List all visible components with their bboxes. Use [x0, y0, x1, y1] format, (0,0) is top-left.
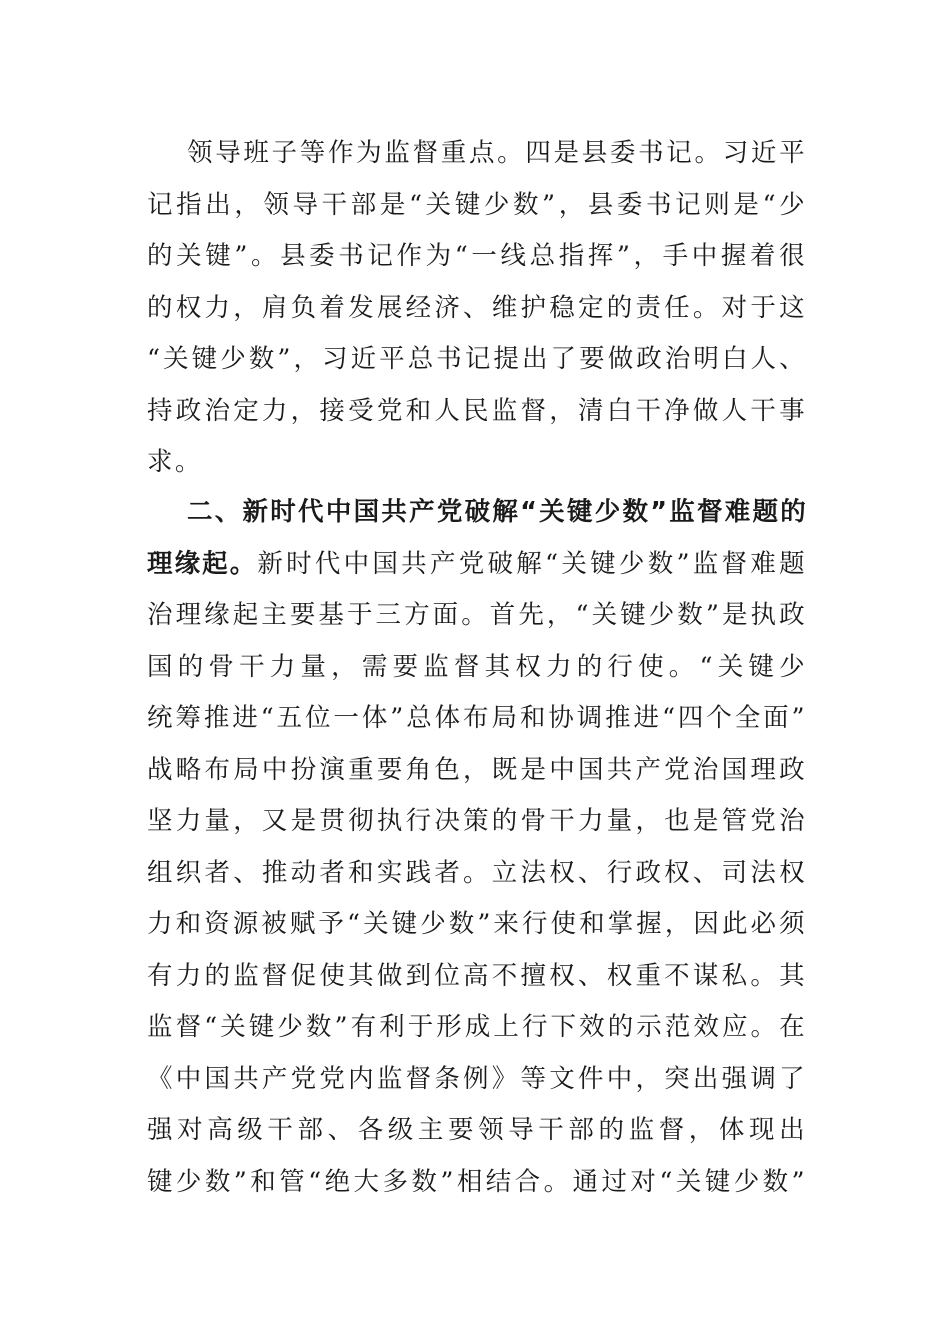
section-heading-end: 理缘起。	[147, 548, 258, 579]
paragraph-line-rest: 新时代中国共产党破解“关键少数”监督难题	[257, 548, 807, 579]
paragraph-line: 的关键”。县委书记作为“一线总指挥”，手中握着很	[147, 241, 807, 271]
paragraph-line: 持政治定力，接受党和人民监督，清白干净做人干事	[147, 395, 807, 426]
paragraph-line: 记指出，领导干部是“关键少数”，县委书记则是“少	[147, 189, 807, 220]
paragraph-line: 《中国共产党党内监督条例》等文件中，突出强调了	[147, 1063, 807, 1094]
paragraph-line: 力和资源被赋予“关键少数”来行使和掌握，因此必须	[147, 909, 807, 939]
paragraph-line: 统筹推进“五位一体”总体布局和协调推进“四个全面”	[147, 703, 807, 733]
paragraph-line: “关键少数”，习近平总书记提出了要做政治明白人、	[147, 344, 807, 374]
paragraph-line: 强对高级干部、各级主要领导干部的监督，体现出	[147, 1115, 807, 1145]
paragraph-line: 键少数”和管“绝大多数”相结合。通过对“关键少数”	[147, 1166, 807, 1197]
paragraph-line: 有力的监督促使其做到位高不擅权、权重不谋私。其	[147, 960, 807, 991]
paragraph-line: 战略布局中扮演重要角色，既是中国共产党治国理政	[147, 754, 807, 785]
section-heading: 二、新时代中国共产党破解“关键少数”监督难题的	[187, 497, 807, 527]
paragraph-1	[147, 128, 807, 489]
paragraph-line: 坚力量，又是贯彻执行决策的骨干力量，也是管党治	[147, 806, 807, 836]
paragraph-2	[147, 487, 807, 1208]
paragraph-line	[147, 539, 807, 591]
paragraph-line: 监督“关键少数”有利于形成上行下效的示范效应。在	[147, 1012, 807, 1042]
paragraph-line: 求。	[147, 447, 203, 477]
paragraph-line: 的权力，肩负着发展经济、维护稳定的责任。对于这	[147, 292, 807, 323]
paragraph-line: 国的骨干力量，需要监督其权力的行使。“关键少	[147, 651, 807, 682]
paragraph-line: 领导班子等作为监督重点。四是县委书记。习近平	[187, 138, 807, 168]
paragraph-line: 组织者、推动者和实践者。立法权、行政权、司法权	[147, 857, 807, 888]
paragraph-line: 治理缘起主要基于三方面。首先，“关键少数”是执政	[147, 600, 807, 630]
